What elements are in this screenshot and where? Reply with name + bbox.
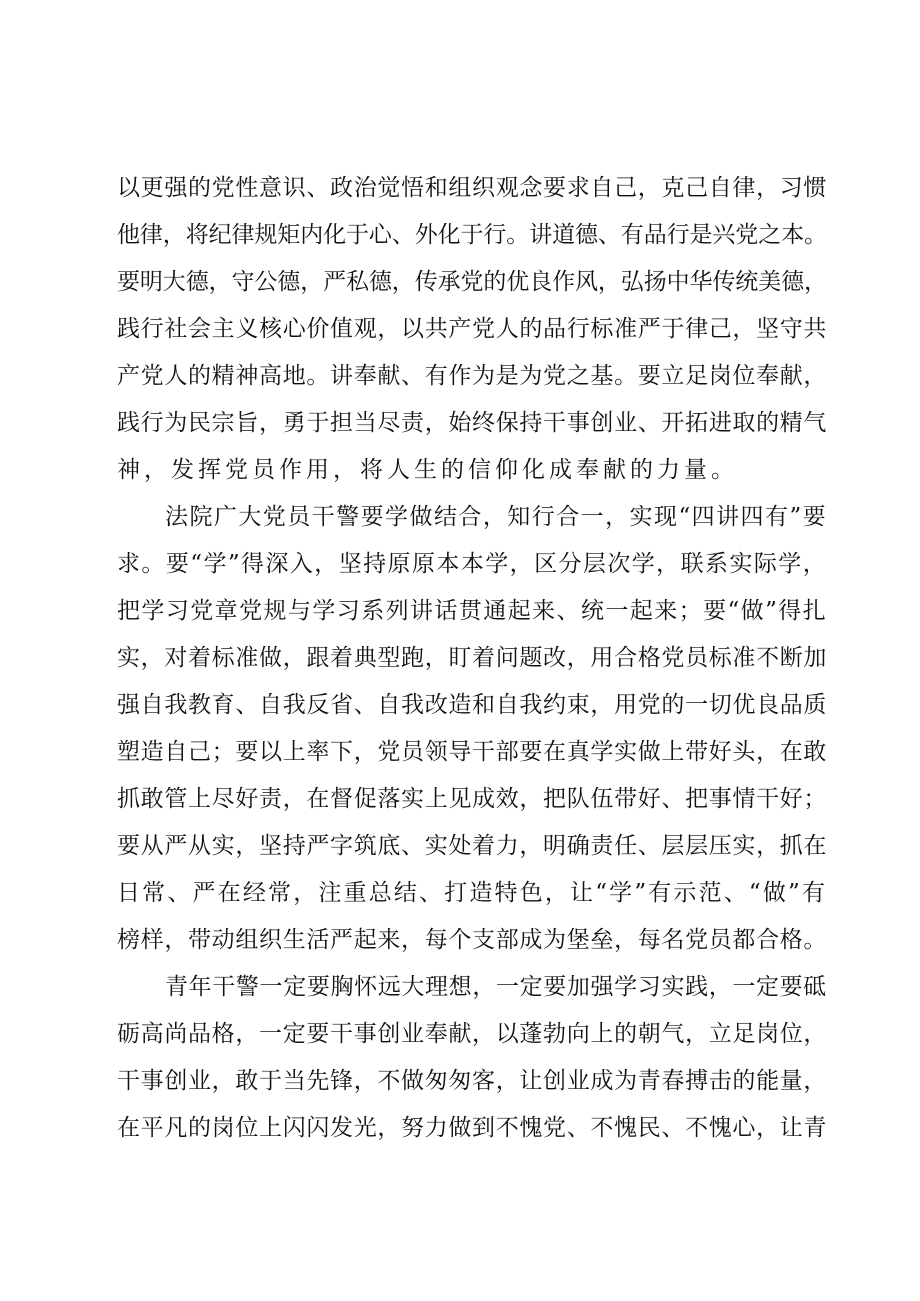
text-line: 神，发挥党员作用，将人生的信仰化成奉献的力量。 — [117, 457, 738, 483]
text-line: 法院广大党员干警要学做结合，知行合一，实现“四讲四有”要 — [165, 504, 828, 530]
text-line: 抓敢管上尽好责，在督促落实上见成效，把队伍带好、把事情干好； — [117, 786, 828, 812]
text-line: 产党人的精神高地。讲奉献、有作为是为党之基。要立足岗位奉献， — [117, 363, 828, 389]
text-line: 把学习党章党规与学习系列讲话贯通起来、统一起来；要“做”得扎 — [117, 598, 828, 624]
paragraph-2 — [117, 494, 827, 964]
text-line: 要明大德，守公德，严私德，传承党的优良作风，弘扬中华传统美德， — [117, 269, 827, 295]
text-line: 践行为民宗旨，勇于担当尽责，始终保持干事创业、开拓进取的精气 — [117, 410, 828, 436]
text-line: 干事创业，敢于当先锋，不做匆匆客，让创业成为青春搏击的能量， — [117, 1068, 828, 1094]
text-line: 实，对着标准做，跟着典型跑，盯着问题改，用合格党员标准不断加 — [117, 645, 828, 671]
text-line: 要从严从实，坚持严字筑底、实处着力，明确责任、层层压实，抓在 — [117, 833, 828, 859]
text-line: 青年干警一定要胸怀远大理想，一定要加强学习实践，一定要砥 — [165, 974, 827, 1000]
text-line: 砺高尚品格，一定要干事创业奉献，以蓬勃向上的朝气，立足岗位， — [117, 1021, 828, 1047]
paragraph-3 — [117, 964, 827, 1152]
text-line: 榜样，带动组织生活严起来，每个支部成为堡垒，每名党员都合格。 — [117, 927, 828, 953]
text-line: 塑造自己；要以上率下，党员领导干部要在真学实做上带好头，在敢 — [117, 739, 828, 765]
text-line: 践行社会主义核心价值观，以共产党人的品行标准严于律己，坚守共 — [117, 316, 828, 342]
text-line: 以更强的党性意识、政治觉悟和组织观念要求自己，克己自律，习惯 — [117, 175, 828, 201]
document-body — [117, 165, 827, 1152]
text-line: 强自我教育、自我反省、自我改造和自我约束，用党的一切优良品质 — [117, 692, 828, 718]
text-line: 日常、严在经常，注重总结、打造特色，让“学”有示范、“做”有 — [117, 880, 828, 906]
paragraph-1 — [117, 165, 827, 494]
text-line: 求。要“学”得深入，坚持原原本本学，区分层次学，联系实际学， — [117, 551, 828, 577]
text-line: 他律，将纪律规矩内化于心、外化于行。讲道德、有品行是兴党之本。 — [117, 222, 827, 248]
text-line: 在平凡的岗位上闪闪发光，努力做到不愧党、不愧民、不愧心，让青 — [117, 1115, 828, 1141]
